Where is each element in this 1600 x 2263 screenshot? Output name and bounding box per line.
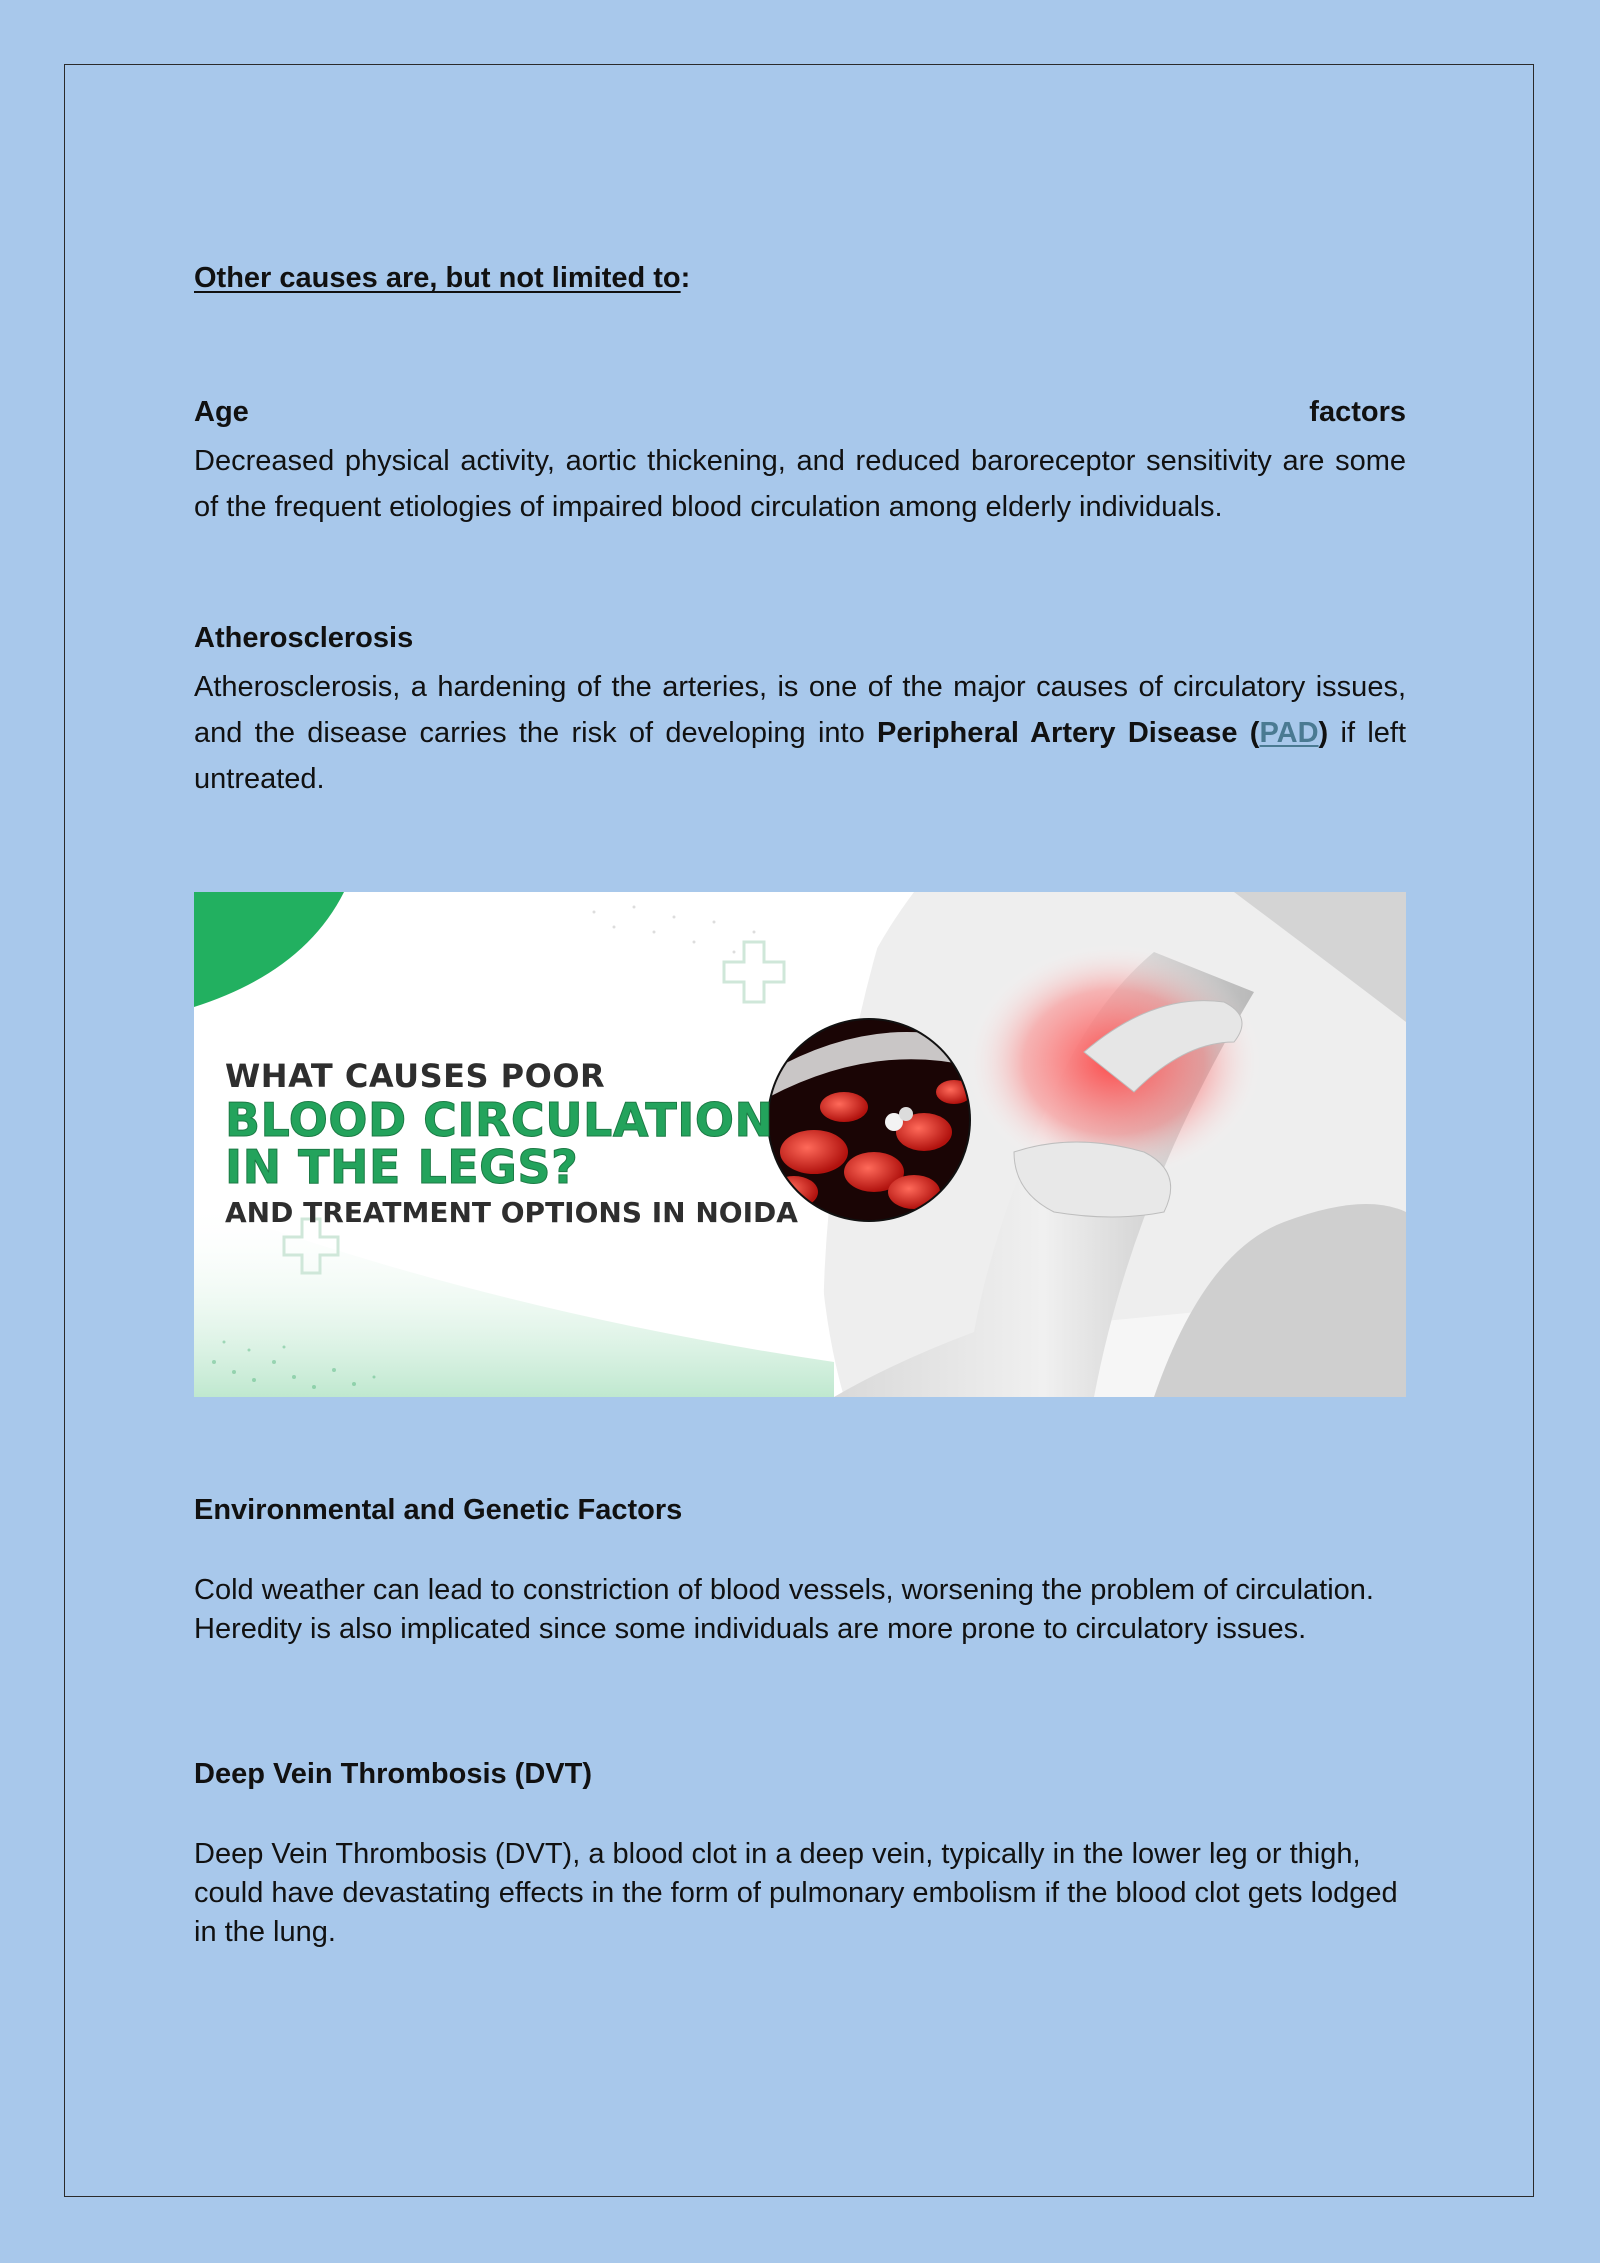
intro-heading-text: Other causes are, but not limited to <box>194 262 681 294</box>
atherosclerosis-paragraph <box>194 664 1406 802</box>
age-factors-paragraph: Decreased physical activity, aortic thickening, and reduced baroreceptor sensitivity are some of the frequent etiologies of impaired blood circulation among elderly individuals. <box>194 445 1406 523</box>
intro-heading <box>194 262 1406 295</box>
pad-bold-term: Peripheral Artery Disease <box>877 717 1238 749</box>
pad-link[interactable]: PAD <box>1259 717 1319 749</box>
paren-open: ( <box>1249 717 1260 749</box>
dvt-paragraph: Deep Vein Thrombosis (DVT), a blood clot in a deep vein, typically in the lower leg or thigh, could have devastating effects in the form of pulmonary embolism if the blood clot gets lodged in the lung. <box>194 1838 1398 1948</box>
atherosclerosis-heading: Atherosclerosis <box>194 622 414 654</box>
age-factors-heading <box>194 396 1406 429</box>
atherosclerosis-text-2: if left untreated. <box>194 717 1407 795</box>
atherosclerosis-text-1: Atherosclerosis, a hardening of the arteries, is one of the major causes of circulatory issues, and the disease carries the risk of developing into <box>194 671 1406 749</box>
banner-line-3: IN THE LEGS? <box>225 1140 579 1194</box>
poor-circulation-banner-image <box>194 892 1406 1397</box>
environmental-heading: Environmental and Genetic Factors <box>194 1494 683 1526</box>
banner-line-2: BLOOD CIRCULATION <box>225 1093 774 1147</box>
dvt-heading: Deep Vein Thrombosis (DVT) <box>194 1758 592 1790</box>
age-heading-left: Age <box>194 396 249 428</box>
banner-line-1: WHAT CAUSES POOR <box>225 1057 606 1095</box>
environmental-paragraph: Cold weather can lead to constriction of blood vessels, worsening the problem of circulation. Heredity is also implicated since some individuals are more prone to circulatory issues. <box>194 1574 1374 1645</box>
intro-heading-colon: : <box>680 262 691 294</box>
age-heading-right: factors <box>1309 396 1406 428</box>
paren-close: ) <box>1318 717 1329 749</box>
banner-line-4: AND TREATMENT OPTIONS IN NOIDA <box>225 1196 798 1229</box>
